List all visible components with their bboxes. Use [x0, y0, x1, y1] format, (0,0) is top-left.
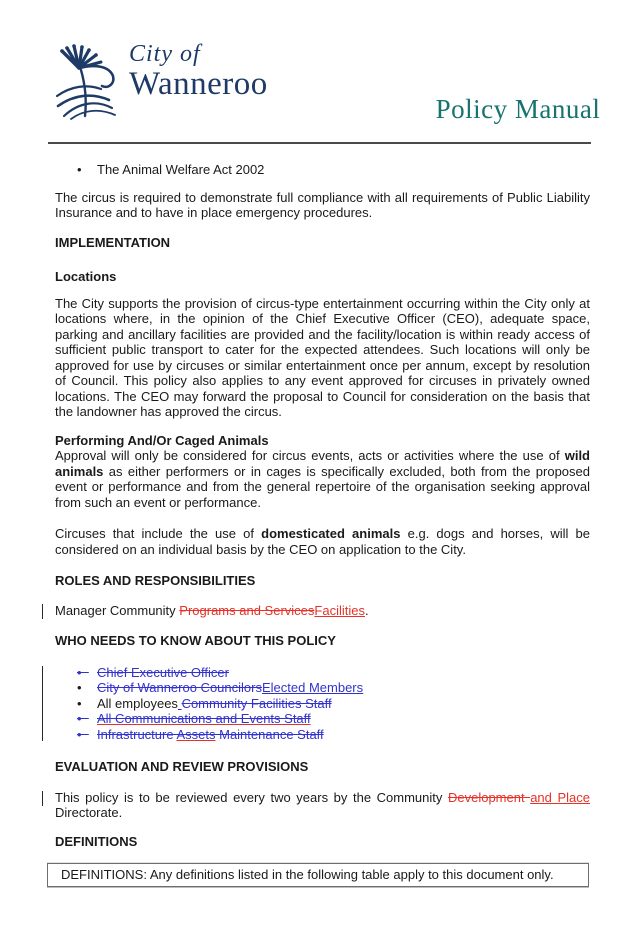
list-item-label: All Communications and Events Staff	[97, 711, 311, 726]
evaluation-paragraph	[55, 790, 590, 821]
city-of-wanneroo-logo	[55, 42, 268, 120]
locations-paragraph: The City supports the provision of circus-type entertainment occurring within the City only at locations where, in the opinion of the Chief Executive Officer (CEO), adequate space, parking and ancillary facilities are provided and the facility/location is within ready access of sufficient public transport to cater for the expected attendees. Such locations will only be approved for use by circuses or similar entertainment once per annum, except by resolution of Council. This policy also applies to any event approved for circuses in privately owned locations. The CEO may forward the proposal to Council for consideration on the basis that the landowner has approved the circus.	[55, 295, 590, 419]
logo-text	[129, 42, 268, 101]
intro-paragraph: The circus is required to demonstrate full compliance with all requirements of Public Liability Insurance and to have in place emergency procedures.	[55, 189, 590, 220]
list-item-label: The Animal Welfare Act 2002	[97, 162, 265, 177]
list-item-label: All employees Community Facilities Staff	[97, 695, 332, 711]
bullet-icon: •	[77, 162, 82, 177]
list-item	[55, 680, 590, 696]
list-item	[55, 665, 590, 681]
heading-who-needs-to-know: WHO NEEDS TO KNOW ABOUT THIS POLICY	[55, 633, 336, 648]
list-item	[55, 696, 590, 712]
change-bar	[42, 666, 43, 742]
bullet-icon: •	[77, 695, 89, 711]
heading-performing-animals: Performing And/Or Caged Animals	[55, 432, 269, 448]
bullet-icon: •	[77, 711, 89, 726]
heading-evaluation-review: EVALUATION AND REVIEW PROVISIONS	[55, 759, 309, 774]
roles-line-text: Manager Community Programs and ServicesFacilities.	[55, 602, 369, 618]
change-bar	[42, 604, 43, 619]
policy-manual-title: Policy Manual	[435, 94, 601, 124]
bullet-icon: •	[77, 726, 89, 742]
heading-locations: Locations	[55, 269, 117, 284]
list-item-label: Infrastructure Assets Maintenance Staff	[97, 726, 324, 742]
list-item	[55, 162, 590, 178]
header-divider	[48, 142, 591, 144]
bullet-icon: •	[77, 680, 89, 695]
list-item	[55, 711, 590, 727]
who-needs-to-know-list	[55, 665, 590, 743]
roles-tracked-change-line	[55, 603, 590, 619]
logo-line-city-of: City of	[129, 41, 201, 67]
performing-paragraph: Approval will only be considered for circus events, acts or activities where the use of wild animals as either performers or in cages is specifically excluded, both from the proposed event or performance and from the general repertoire of the organisation seeking approval from such an event or performance.	[55, 448, 590, 510]
kangaroo-paw-flower-icon	[55, 44, 121, 120]
evaluation-paragraph-text: This policy is to be reviewed every two years by the Community Development and Place Directorate.	[55, 789, 590, 820]
list-item-label: City of Wanneroo CouncilorsElected Members	[97, 680, 364, 695]
heading-implementation: IMPLEMENTATION	[55, 234, 171, 250]
list-item	[55, 727, 590, 743]
change-bar	[42, 791, 43, 806]
circuses-paragraph: Circuses that include the use of domesticated animals e.g. dogs and horses, will be considered on an individual basis by the CEO on application to the City.	[55, 526, 590, 557]
definitions-note-box: DEFINITIONS: Any definitions listed in the following table apply to this document only.	[47, 863, 589, 887]
list-item-label: Chief Executive Officer	[97, 664, 229, 680]
heading-definitions: DEFINITIONS	[55, 833, 138, 849]
document-header	[55, 41, 601, 128]
heading-roles-responsibilities: ROLES AND RESPONSIBILITIES	[55, 573, 256, 588]
bullet-icon: •	[77, 664, 89, 680]
logo-line-wanneroo: Wanneroo	[129, 66, 268, 102]
